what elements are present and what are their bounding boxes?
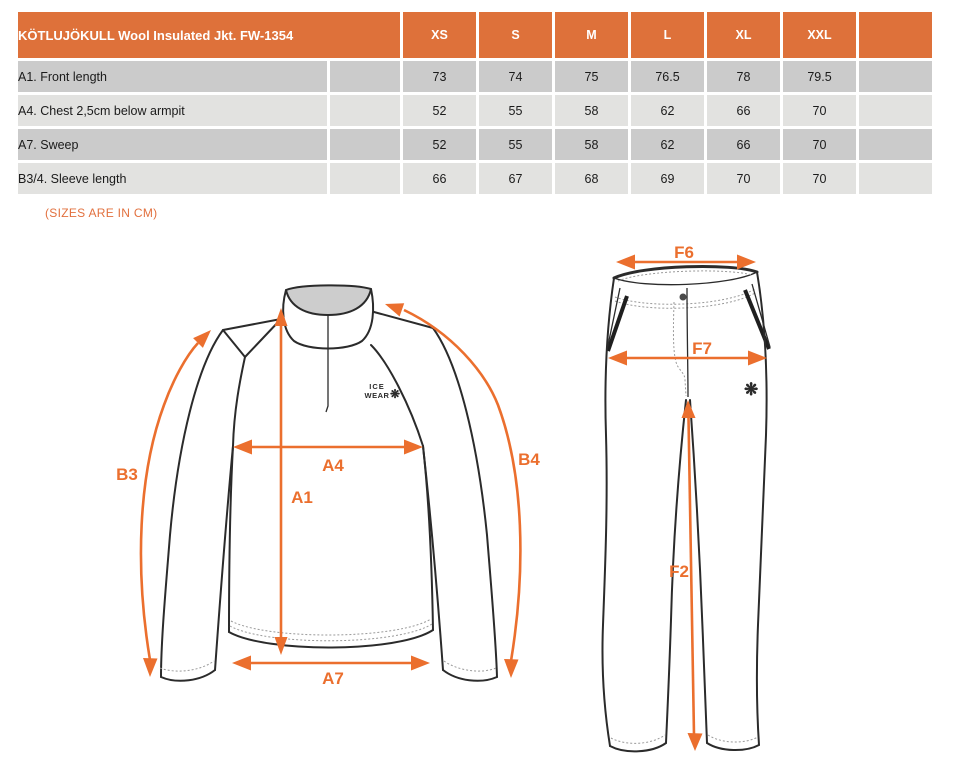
value-cell: 55 bbox=[479, 95, 552, 126]
jacket-zipper bbox=[326, 315, 328, 412]
snowflake-icon: ❋ bbox=[744, 380, 759, 399]
value-cell: 79.5 bbox=[783, 61, 856, 92]
stitch-line bbox=[444, 661, 496, 671]
jacket-left-shoulder-panel bbox=[223, 319, 281, 357]
b4-arrow bbox=[385, 303, 520, 678]
measure-label-cell: A1. Front length bbox=[18, 61, 327, 92]
a4-arrow bbox=[233, 440, 423, 455]
value-cell: 75 bbox=[555, 61, 628, 92]
jacket-hem bbox=[229, 630, 433, 648]
jacket-right-sleeve-outer bbox=[433, 328, 497, 677]
value-cell: 66 bbox=[707, 95, 780, 126]
brand-logo-text-bottom: WEAR bbox=[364, 391, 390, 400]
measure-label-cell: A7. Sweep bbox=[18, 129, 327, 160]
value-cell: 67 bbox=[479, 163, 552, 194]
value-cell: 58 bbox=[555, 95, 628, 126]
value-cell: 66 bbox=[403, 163, 476, 194]
b3-arrow bbox=[141, 330, 211, 677]
value-cell: 68 bbox=[555, 163, 628, 194]
waist-button bbox=[680, 294, 687, 301]
stitch-line bbox=[160, 661, 214, 671]
value-cell: 70 bbox=[783, 95, 856, 126]
product-title: KÖTLUJÖKULL Wool Insulated Jkt. FW-1354 bbox=[18, 12, 400, 58]
measure-label-cell: A4. Chest 2,5cm below armpit bbox=[18, 95, 327, 126]
stitch-line bbox=[231, 619, 431, 635]
value-cell: 78 bbox=[707, 61, 780, 92]
value-cell: 76.5 bbox=[631, 61, 704, 92]
measure-label-f6: F6 bbox=[674, 243, 694, 262]
value-cell: 58 bbox=[555, 129, 628, 160]
stitch-line bbox=[230, 624, 432, 641]
measure-label-b3: B3 bbox=[116, 465, 138, 484]
jacket-right-cuff bbox=[443, 670, 497, 681]
stitch-line bbox=[611, 735, 665, 743]
jacket-collar-opening bbox=[286, 285, 371, 315]
value-cell: 70 bbox=[783, 163, 856, 194]
pants-right-outer-seam bbox=[757, 272, 767, 745]
value-cell: 70 bbox=[707, 163, 780, 194]
size-col-s: S bbox=[479, 12, 552, 58]
snowflake-icon: ❋ bbox=[390, 387, 401, 401]
pants-left-hem bbox=[610, 743, 666, 751]
jacket-drawing bbox=[141, 285, 520, 680]
a1-arrow bbox=[275, 308, 288, 655]
value-cell: 52 bbox=[403, 95, 476, 126]
value-cell: 62 bbox=[631, 95, 704, 126]
measure-label-f2: F2 bbox=[669, 562, 689, 581]
measure-label-a1: A1 bbox=[291, 488, 313, 507]
measure-label-cell: B3/4. Sleeve length bbox=[18, 163, 327, 194]
measure-label-b4: B4 bbox=[518, 450, 540, 469]
pants-waist-top bbox=[614, 266, 757, 278]
value-cell: 52 bbox=[403, 129, 476, 160]
pants-drawing bbox=[602, 255, 770, 752]
size-col-xs: XS bbox=[403, 12, 476, 58]
measure-label-a7: A7 bbox=[322, 669, 344, 688]
jacket-left-cuff bbox=[161, 670, 215, 681]
value-cell: 62 bbox=[631, 129, 704, 160]
measure-label-a4: A4 bbox=[322, 456, 344, 475]
garment-drawings bbox=[0, 240, 960, 783]
stitch-line bbox=[708, 735, 758, 742]
size-col-xl: XL bbox=[707, 12, 780, 58]
value-cell: 69 bbox=[631, 163, 704, 194]
value-cell: 73 bbox=[403, 61, 476, 92]
jacket-left-raglan-seam bbox=[233, 357, 245, 446]
size-col-l: L bbox=[631, 12, 704, 58]
pants-right-hem bbox=[707, 743, 759, 750]
size-col-xxl: XXL bbox=[783, 12, 856, 58]
jacket-left-sleeve-outer bbox=[161, 330, 223, 677]
units-note: (SIZES ARE IN CM) bbox=[45, 206, 158, 220]
value-cell: 66 bbox=[707, 129, 780, 160]
measure-label-f7: F7 bbox=[692, 339, 712, 358]
brand-logo-text-top: ICE bbox=[369, 382, 385, 391]
size-col-m: M bbox=[555, 12, 628, 58]
value-cell: 70 bbox=[783, 129, 856, 160]
value-cell: 55 bbox=[479, 129, 552, 160]
pants-waist-inner bbox=[614, 272, 757, 285]
value-cell: 74 bbox=[479, 61, 552, 92]
